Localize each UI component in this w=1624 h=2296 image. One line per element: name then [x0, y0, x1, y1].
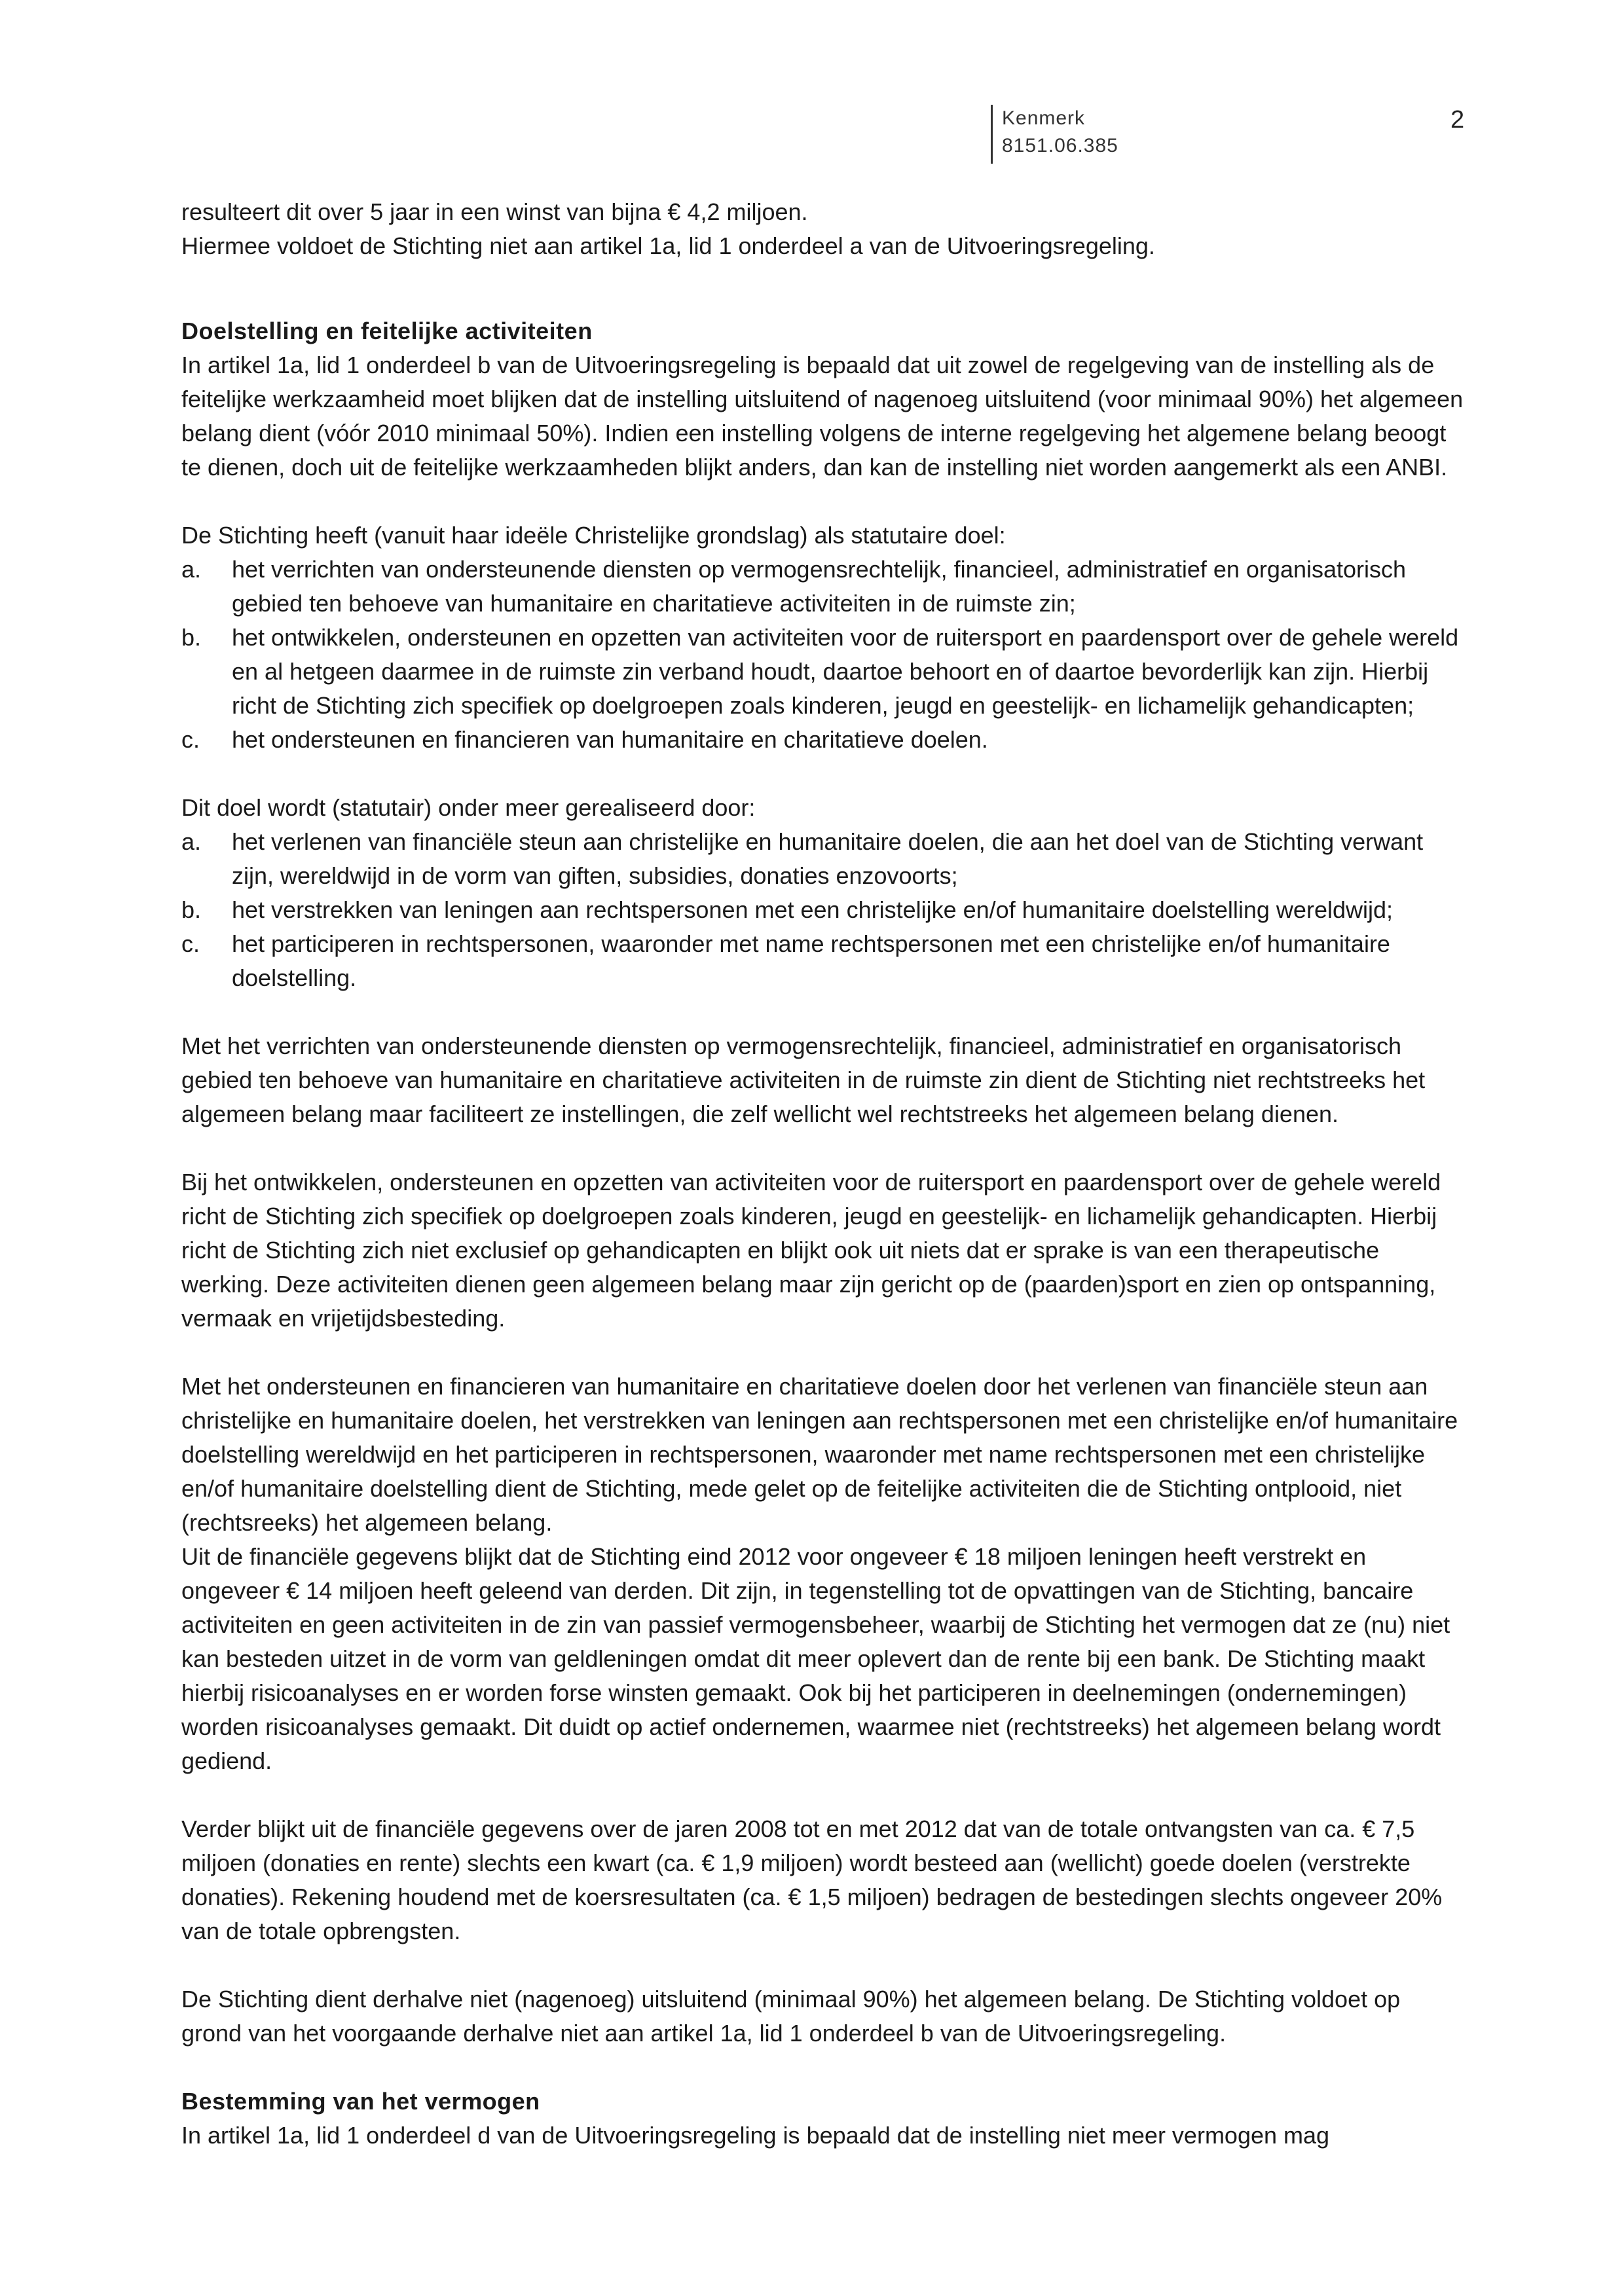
- list-marker: c.: [181, 726, 200, 753]
- paragraph-conclusie: De Stichting dient derhalve niet (nagenoeg) uitsluitend (minimaal 90%) het algemeen belang. De Stichting voldoet op grond van het voorgaande derhalve niet aan artikel 1a, lid 1 onderdeel b van de Uitvoeringsregeling.: [181, 1986, 1401, 2047]
- realisation-list: [181, 825, 1465, 995]
- list-item: [181, 825, 1465, 893]
- paragraph-paardensport: Bij het ontwikkelen, ondersteunen en opzetten van activiteiten voor de ruitersport en paardensport over de gehele wereld richt de Stichting zich specifiek op doelgroepen zoals kinderen, jeugd en geestelijk- en lichamelijk gehandicapten. Hierbij richt de Stichting zich niet exclusief op gehandicapten en blijkt ook uit niets dat er sprake is van een therapeutische werking. Deze activiteiten dienen geen algemeen belang maar zijn gericht op de (paarden)sport en zien op ontspanning, vermaak en vrijetijdsbesteding.: [181, 1169, 1441, 1332]
- list-item-text: het verlenen van financiële steun aan christelijke en humanitaire doelen, die aan het doel van de Stichting verwant zijn, wereldwijd in de vorm van giften, subsidies, donaties enzovoorts;: [232, 828, 1424, 889]
- paragraph-doel-intro: De Stichting heeft (vanuit haar ideële Christelijke grondslag) als statutaire doel:: [181, 522, 1006, 549]
- document-body: [181, 195, 1465, 2153]
- paragraph-ontvangsten: Verder blijkt uit de financiële gegevens over de jaren 2008 tot en met 2012 dat van de totale ontvangsten van ca. € 7,5 miljoen (donaties en rente) slechts een kwart (ca. € 1,9 miljoen) wordt besteed aan (wellicht) goede doelen (verstrekte donaties). Rekening houdend met de koersresultaten (ca. € 1,5 miljoen) bedragen de bestedingen slechts ongeveer 20% van de totale opbrengsten.: [181, 1815, 1443, 1944]
- list-item-text: het participeren in rechtspersonen, waaronder met name rechtspersonen met een christelijke en/of humanitaire doelstelling.: [232, 930, 1390, 991]
- list-marker: a.: [181, 556, 202, 583]
- list-marker: a.: [181, 828, 202, 855]
- list-item-text: het ondersteunen en financieren van humanitaire en charitatieve doelen.: [232, 726, 988, 753]
- list-marker: b.: [181, 896, 202, 923]
- reference-label: Kenmerk: [1002, 107, 1086, 129]
- list-item-text: het verrichten van ondersteunende diensten op vermogensrechtelijk, financieel, administratief en organisatorisch gebied ten behoeve van humanitaire en charitatieve activiteiten in de ruimste zin;: [232, 556, 1407, 617]
- list-item: [181, 621, 1465, 723]
- list-item-text: het verstrekken van leningen aan rechtspersonen met een christelijke en/of humanitaire doelstelling wereldwijd;: [232, 896, 1393, 923]
- list-marker: b.: [181, 624, 202, 651]
- list-item: [181, 927, 1465, 995]
- paragraph-bestemming: In artikel 1a, lid 1 onderdeel d van de Uitvoeringsregeling is bepaald dat de instelling niet meer vermogen mag: [181, 2122, 1330, 2149]
- page-number: 2: [1450, 106, 1465, 134]
- intro-line-2: Hiermee voldoet de Stichting niet aan artikel 1a, lid 1 onderdeel a van de Uitvoeringsregeling.: [181, 232, 1155, 259]
- paragraph-ondersteunende-diensten: Met het verrichten van ondersteunende diensten op vermogensrechtelijk, financieel, administratief en organisatorisch gebied ten behoeve van humanitaire en charitatieve activiteiten in de ruimste zin dient de Stichting niet rechtstreeks het algemeen belang maar faciliteert ze instellingen, die zelf wellicht wel rechtstreeks het algemeen belang dienen.: [181, 1032, 1426, 1127]
- paragraph-realisatie-intro: Dit doel wordt (statutair) onder meer gerealiseerd door:: [181, 794, 756, 821]
- list-item: [181, 723, 1465, 757]
- reference-block: [991, 105, 1118, 164]
- paragraph-financiele-gegevens: Uit de financiële gegevens blijkt dat de Stichting eind 2012 voor ongeveer € 18 miljoen leningen heeft verstrekt en ongeveer € 14 miljoen heeft geleend van derden. Dit zijn, in tegenstelling tot de opvattingen van de Stichting, bancaire activiteiten en geen activiteiten in de zin van passief vermogensbeheer, waarbij de Stichting het vermogen dat ze (nu) niet kan besteden uitzet in de vorm van geldleningen omdat dit meer oplevert dan de rente bij een bank. De Stichting maakt hierbij risicoanalyses en er worden forse winsten gemaakt. Ook bij het participeren in deelnemingen (ondernemingen) worden risicoanalyses gemaakt. Dit duidt op actief ondernemen, waarmee niet (rechtstreeks) het algemeen belang wordt gediend.: [181, 1543, 1450, 1774]
- list-marker: c.: [181, 930, 200, 957]
- paragraph-anbi-criteria: In artikel 1a, lid 1 onderdeel b van de Uitvoeringsregeling is bepaald dat uit zowel de regelgeving van de instelling als de feitelijke werkzaamheid moet blijken dat de instelling uitsluitend of nagenoeg uitsluitend (voor minimaal 90%) het algemeen belang dient (vóór 2010 minimaal 50%). Indien een instelling volgens de interne regelgeving het algemene belang beoogt te dienen, doch uit de feitelijke werkzaamheden blijkt anders, dan kan de instelling niet worden aangemerkt als een ANBI.: [181, 352, 1464, 481]
- list-item-text: het ontwikkelen, ondersteunen en opzetten van activiteiten voor de ruitersport en paardensport over de gehele wereld en al hetgeen daarmee in de ruimste zin verband houdt, daartoe behoort en of daartoe bevorderlijk kan zijn. Hierbij richt de Stichting zich specifiek op doelgroepen zoals kinderen, jeugd en geestelijk- en lichamelijk gehandicapten;: [232, 624, 1459, 719]
- reference-number: 8151.06.385: [1002, 135, 1118, 156]
- intro-line-1: resulteert dit over 5 jaar in een winst van bijna € 4,2 miljoen.: [181, 198, 808, 225]
- section-heading-doelstelling: Doelstelling en feitelijke activiteiten: [181, 318, 593, 344]
- list-item: [181, 893, 1465, 927]
- paragraph-humanitaire-doelen: Met het ondersteunen en financieren van humanitaire en charitatieve doelen door het verlenen van financiële steun aan christelijke en humanitaire doelen, het verstrekken van leningen aan rechtspersonen met een christelijke en/of humanitaire doelstelling wereldwijd en het participeren in rechtspersonen, waaronder met name rechtspersonen met een christelijke en/of humanitaire doelstelling dient de Stichting, mede gelet op de feitelijke activiteiten die de Stichting ontplooid, niet (rechtsreeks) het algemeen belang.: [181, 1373, 1458, 1536]
- section-heading-bestemming: Bestemming van het vermogen: [181, 2088, 540, 2115]
- statutory-goals-list: [181, 553, 1465, 757]
- list-item: [181, 553, 1465, 621]
